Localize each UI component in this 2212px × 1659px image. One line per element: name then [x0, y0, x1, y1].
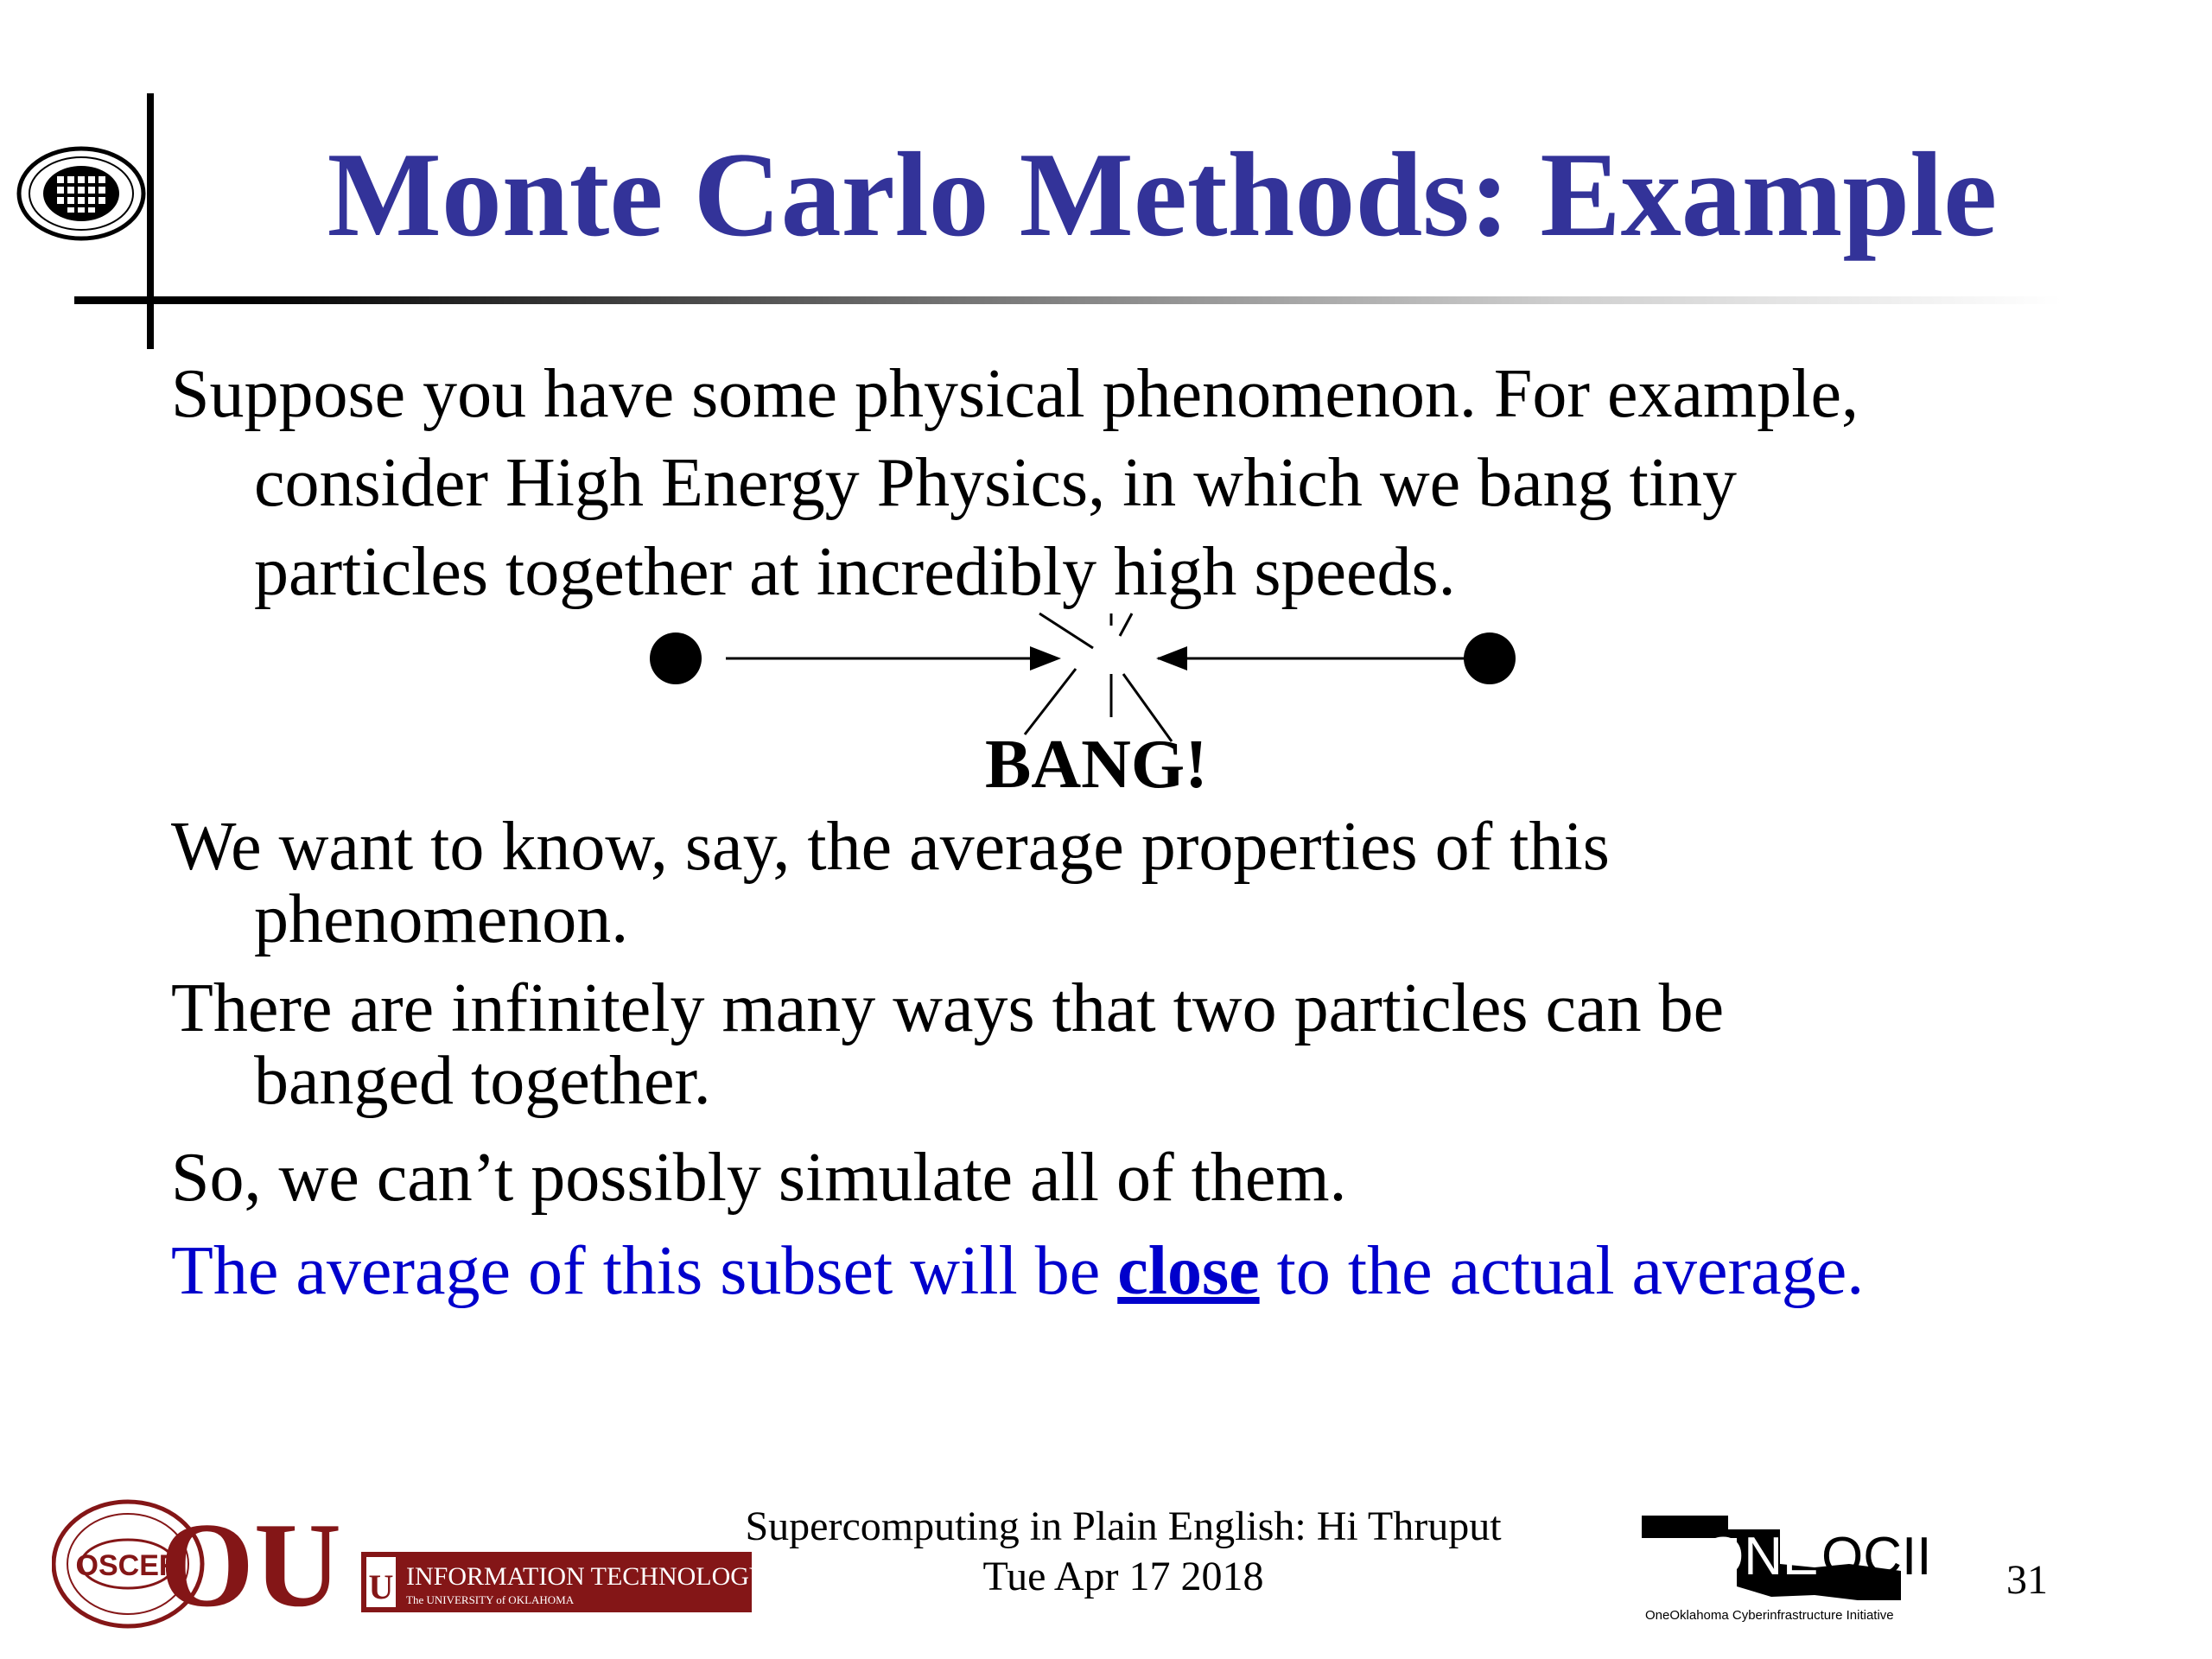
highlight-after: to the actual average. [1259, 1233, 1865, 1309]
ou-logo [160, 1498, 341, 1632]
slide-title: Monte Carlo Methods: Example [327, 128, 1998, 262]
ou-logo-text: OU [160, 1498, 341, 1632]
highlight-before: The average of this subset will be [171, 1233, 1118, 1309]
paragraph-infinite-ways [171, 972, 1724, 1117]
footer-date: Tue Apr 17 2018 [982, 1554, 1264, 1599]
paragraph-line: consider High Energy Physics, in which we bang tiny [254, 445, 1738, 521]
left-arrowhead [1030, 646, 1061, 671]
footer-course-title: Supercomputing in Plain English: Hi Thruput [745, 1503, 1502, 1549]
svg-text:U: U [368, 1567, 394, 1606]
footer-logo-strip [52, 1495, 769, 1633]
it-banner-logo [361, 1552, 768, 1612]
page-number: 31 [2006, 1557, 2048, 1603]
paragraph-line: particles together at incredibly high speeds. [254, 534, 1456, 610]
title-vertical-rule [147, 93, 154, 349]
right-arrowhead [1156, 646, 1187, 671]
oneocii-one-text: ONE [1702, 1527, 1819, 1586]
paragraph-line: There are infinitely many ways that two particles can be [171, 970, 1725, 1046]
it-banner-text: INFORMATION TECHNOLOGY [406, 1562, 768, 1591]
oneocii-ocii-text: OCII [1821, 1527, 1932, 1586]
paragraph-line: banged together. [254, 1043, 711, 1119]
paragraph-subset-average [171, 1227, 1864, 1316]
oscer-chip-logo [16, 145, 147, 242]
footer-caption [717, 1502, 1529, 1602]
paragraph-line: So, we can’t possibly simulate all of them. [171, 1140, 1347, 1216]
title-horizontal-rule [74, 296, 2062, 304]
right-particle [1464, 632, 1516, 684]
left-particle [650, 632, 702, 684]
oneocii-subtext: OneOklahoma Cyberinfrastructure Initiative [1645, 1608, 1894, 1623]
oscer-seal-text: OSCER [75, 1549, 181, 1582]
bang-burst [1025, 613, 1172, 741]
it-banner-subtext: The UNIVERSITY of OKLAHOMA [406, 1593, 575, 1606]
paragraph-phenomenon [171, 350, 1859, 617]
paragraph-line: Suppose you have some physical phenomenon. For example, [171, 356, 1859, 432]
paragraph-line: phenomenon. [254, 881, 629, 957]
paragraph-average-properties [171, 810, 1610, 956]
paragraph-cant-simulate [171, 1134, 1347, 1223]
oneocii-logo [1642, 1503, 1953, 1624]
paragraph-line: We want to know, say, the average properties of this [171, 809, 1610, 885]
highlight-emphasis: close [1117, 1233, 1260, 1309]
bang-label: BANG! [985, 727, 1208, 803]
